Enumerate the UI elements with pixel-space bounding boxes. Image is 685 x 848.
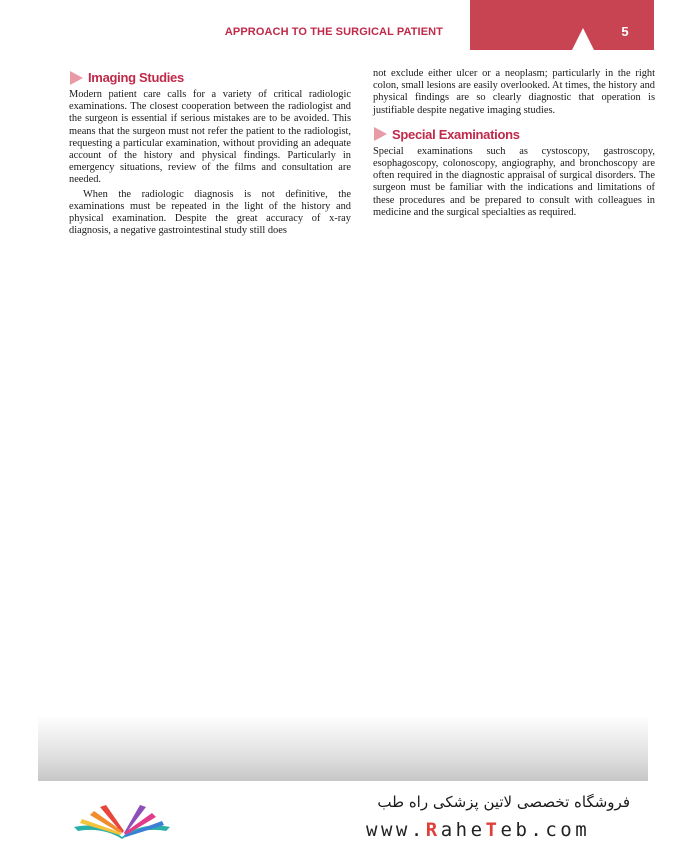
left-column bbox=[69, 68, 351, 237]
page-number: 5 bbox=[621, 24, 629, 39]
page-tab-notch bbox=[572, 28, 594, 50]
heading-text: Imaging Studies bbox=[88, 70, 184, 85]
section-heading-imaging bbox=[69, 70, 351, 85]
right-column bbox=[373, 68, 655, 219]
url-accent-letter: R bbox=[425, 819, 441, 841]
triangle-bullet-icon bbox=[374, 127, 387, 141]
url-prefix: www. bbox=[366, 819, 426, 841]
store-url bbox=[366, 819, 590, 841]
url-accent-letter: T bbox=[485, 819, 501, 841]
section-heading-special bbox=[373, 127, 655, 142]
running-head bbox=[0, 0, 685, 50]
paragraph: Modern patient care calls for a variety of critical radiologic examinations. The closest cooperation between the radiologist and the surgeon is essential if serious mistakes are to be avoided. This means that the surgeon must not refer the patient to the radiologist, requesting a particular examination, without providing an adequate account of the history and physical findings. Particularly in emergency situations, review of the films and consultation are needed. bbox=[69, 89, 351, 186]
heading-text: Special Examinations bbox=[392, 126, 520, 142]
url-suffix: .com bbox=[530, 819, 591, 841]
triangle-bullet-icon bbox=[70, 71, 83, 85]
url-part: eb bbox=[500, 819, 531, 841]
open-book-logo-icon bbox=[70, 793, 174, 843]
paragraph: When the radiologic diagnosis is not definitive, the examinations must be repeated in the light of the history and physical examination. Despite the great accuracy of x-ray diagnosis, a negative gastrointestinal study still does bbox=[69, 188, 351, 237]
url-part: ahe bbox=[440, 819, 486, 841]
running-title: APPROACH TO THE SURGICAL PATIENT bbox=[224, 26, 443, 38]
footer-shade bbox=[38, 715, 648, 781]
paragraph: not exclude either ulcer or a neoplasm; particularly in the right colon, small lesions are easily overlooked. At times, the history and physical findings are so clearly diagnostic that operation is justifiable despite negative imaging studies. bbox=[373, 68, 655, 116]
store-name: فروشگاه تخصصی لاتین پزشکی راه طب bbox=[377, 793, 630, 811]
paragraph: Special examinations such as cystoscopy, gastroscopy, esophagoscopy, colonoscopy, angiography, and bronchoscopy are often required in the diagnostic appraisal of surgical disorders. The surgeon must be familiar with the indications and limitations of these procedures and be prepared to consult with colleagues in medicine and the surgical specialties as required. bbox=[373, 145, 655, 218]
